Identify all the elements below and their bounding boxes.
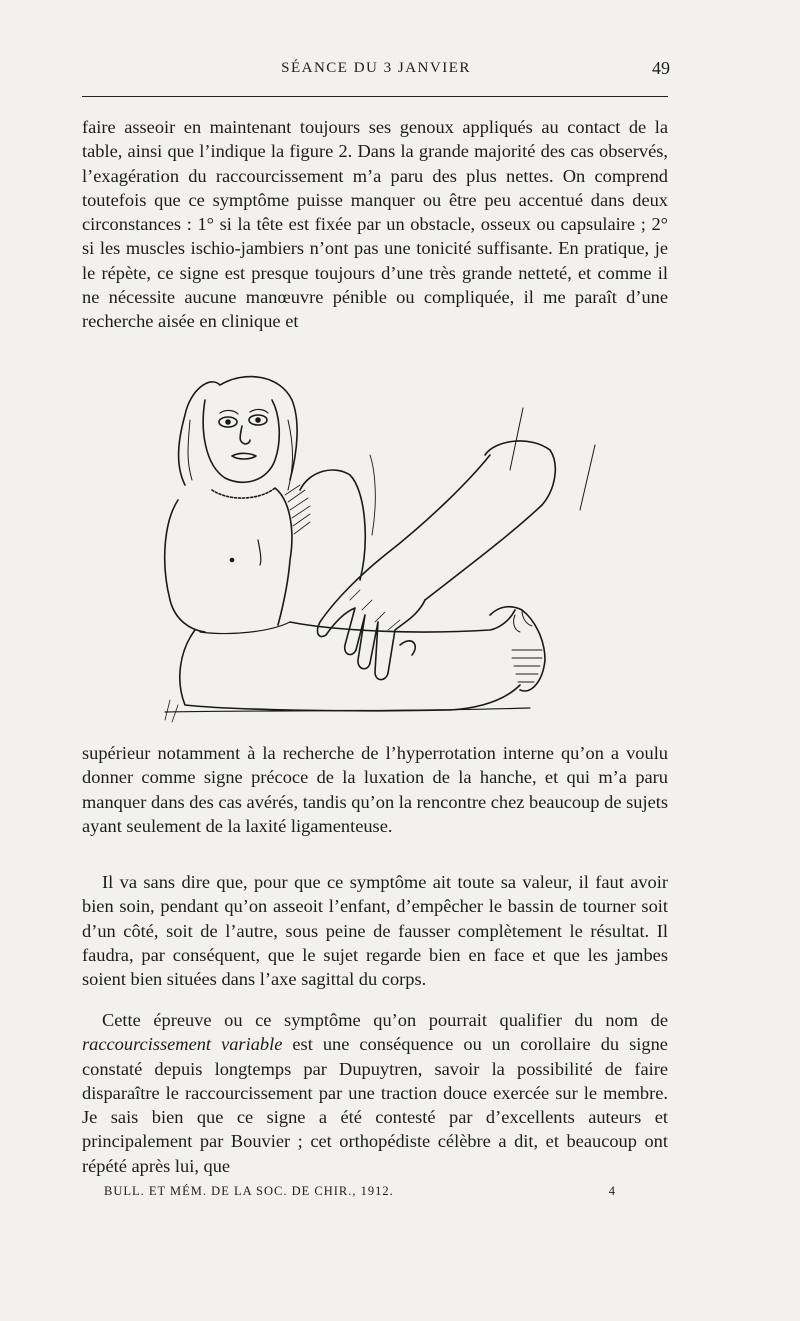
- figure-illustration: [150, 360, 620, 730]
- paragraph-3: Il va sans dire que, pour que ce symptôme ait toute sa valeur, il faut avoir bien soin, pendant qu’on asseoit l’enfant, d’empêcher le bassin de tourner soit d’un côté, soit de l’autre, sous peine de fausser complètement le résultat. Il faudra, par conséquent, que le sujet regarde bien en face et que les jambes soient bien situées dans l’axe sagittal du corps.: [82, 872, 668, 990]
- term-raccourcissement-variable: raccourcissement variable: [82, 1034, 283, 1055]
- paragraph-1: faire asseoir en maintenant toujours ses genoux appliqués au contact de la table, ainsi que l’indique la figure 2. Dans la grande majorité des cas observés, l’exagération du raccourcissement m’a paru des plus nettes. On comprend toutefois que ce symptôme puisse manquer ou être peu accentué dans deux circonstances : 1° si la tête est fixée par un obstacle, osseux ou capsulaire ; 2° si les muscles ischio-jambiers n’ont pas une tonicité suffisante. En pratique, je le répète, ce signe est presque toujours d’une très grande netteté, et comme il ne nécessite aucune manœuvre pénible ou compliquée, il me paraît d’une recherche aisée en clinique et: [82, 117, 668, 332]
- paragraph-2: supérieur notamment à la recherche de l’hyperrotation interne qu’on a voulu donner comme signe précoce de la luxation de la hanche, et qui m’a paru manquer dans des cas avérés, tandis qu’on la rencontre chez beaucoup de sujets ayant seulement de la laxité ligamenteuse.: [82, 743, 668, 836]
- paragraph-4-text-end: est une conséquence ou un corollaire du signe constaté depuis longtemps par Dupuytren, savoir la possibilité de faire disparaître le raccourcissement par une traction douce exercée sur le membre. Je sais bien que ce signe a été contesté par d’excellents auteurs et principalement par Bouvier ; cet orthopédiste célèbre a dit, et beaucoup ont répété après lui, que: [82, 1034, 668, 1176]
- journal-reference: BULL. ET MÉM. DE LA SOC. DE CHIR., 1912.: [104, 1184, 394, 1198]
- paragraph-4-text-start: Cette épreuve ou ce symptôme qu’on pourrait qualifier du nom de: [102, 1010, 668, 1030]
- header-rule: [82, 96, 668, 97]
- running-title: SÉANCE DU 3 JANVIER: [281, 60, 471, 76]
- signature-mark: 4: [608, 1184, 616, 1198]
- seated-child-drawing: [150, 360, 620, 730]
- page-number: 49: [652, 58, 670, 78]
- paragraph-4: [82, 1008, 668, 1178]
- running-head: [82, 58, 670, 82]
